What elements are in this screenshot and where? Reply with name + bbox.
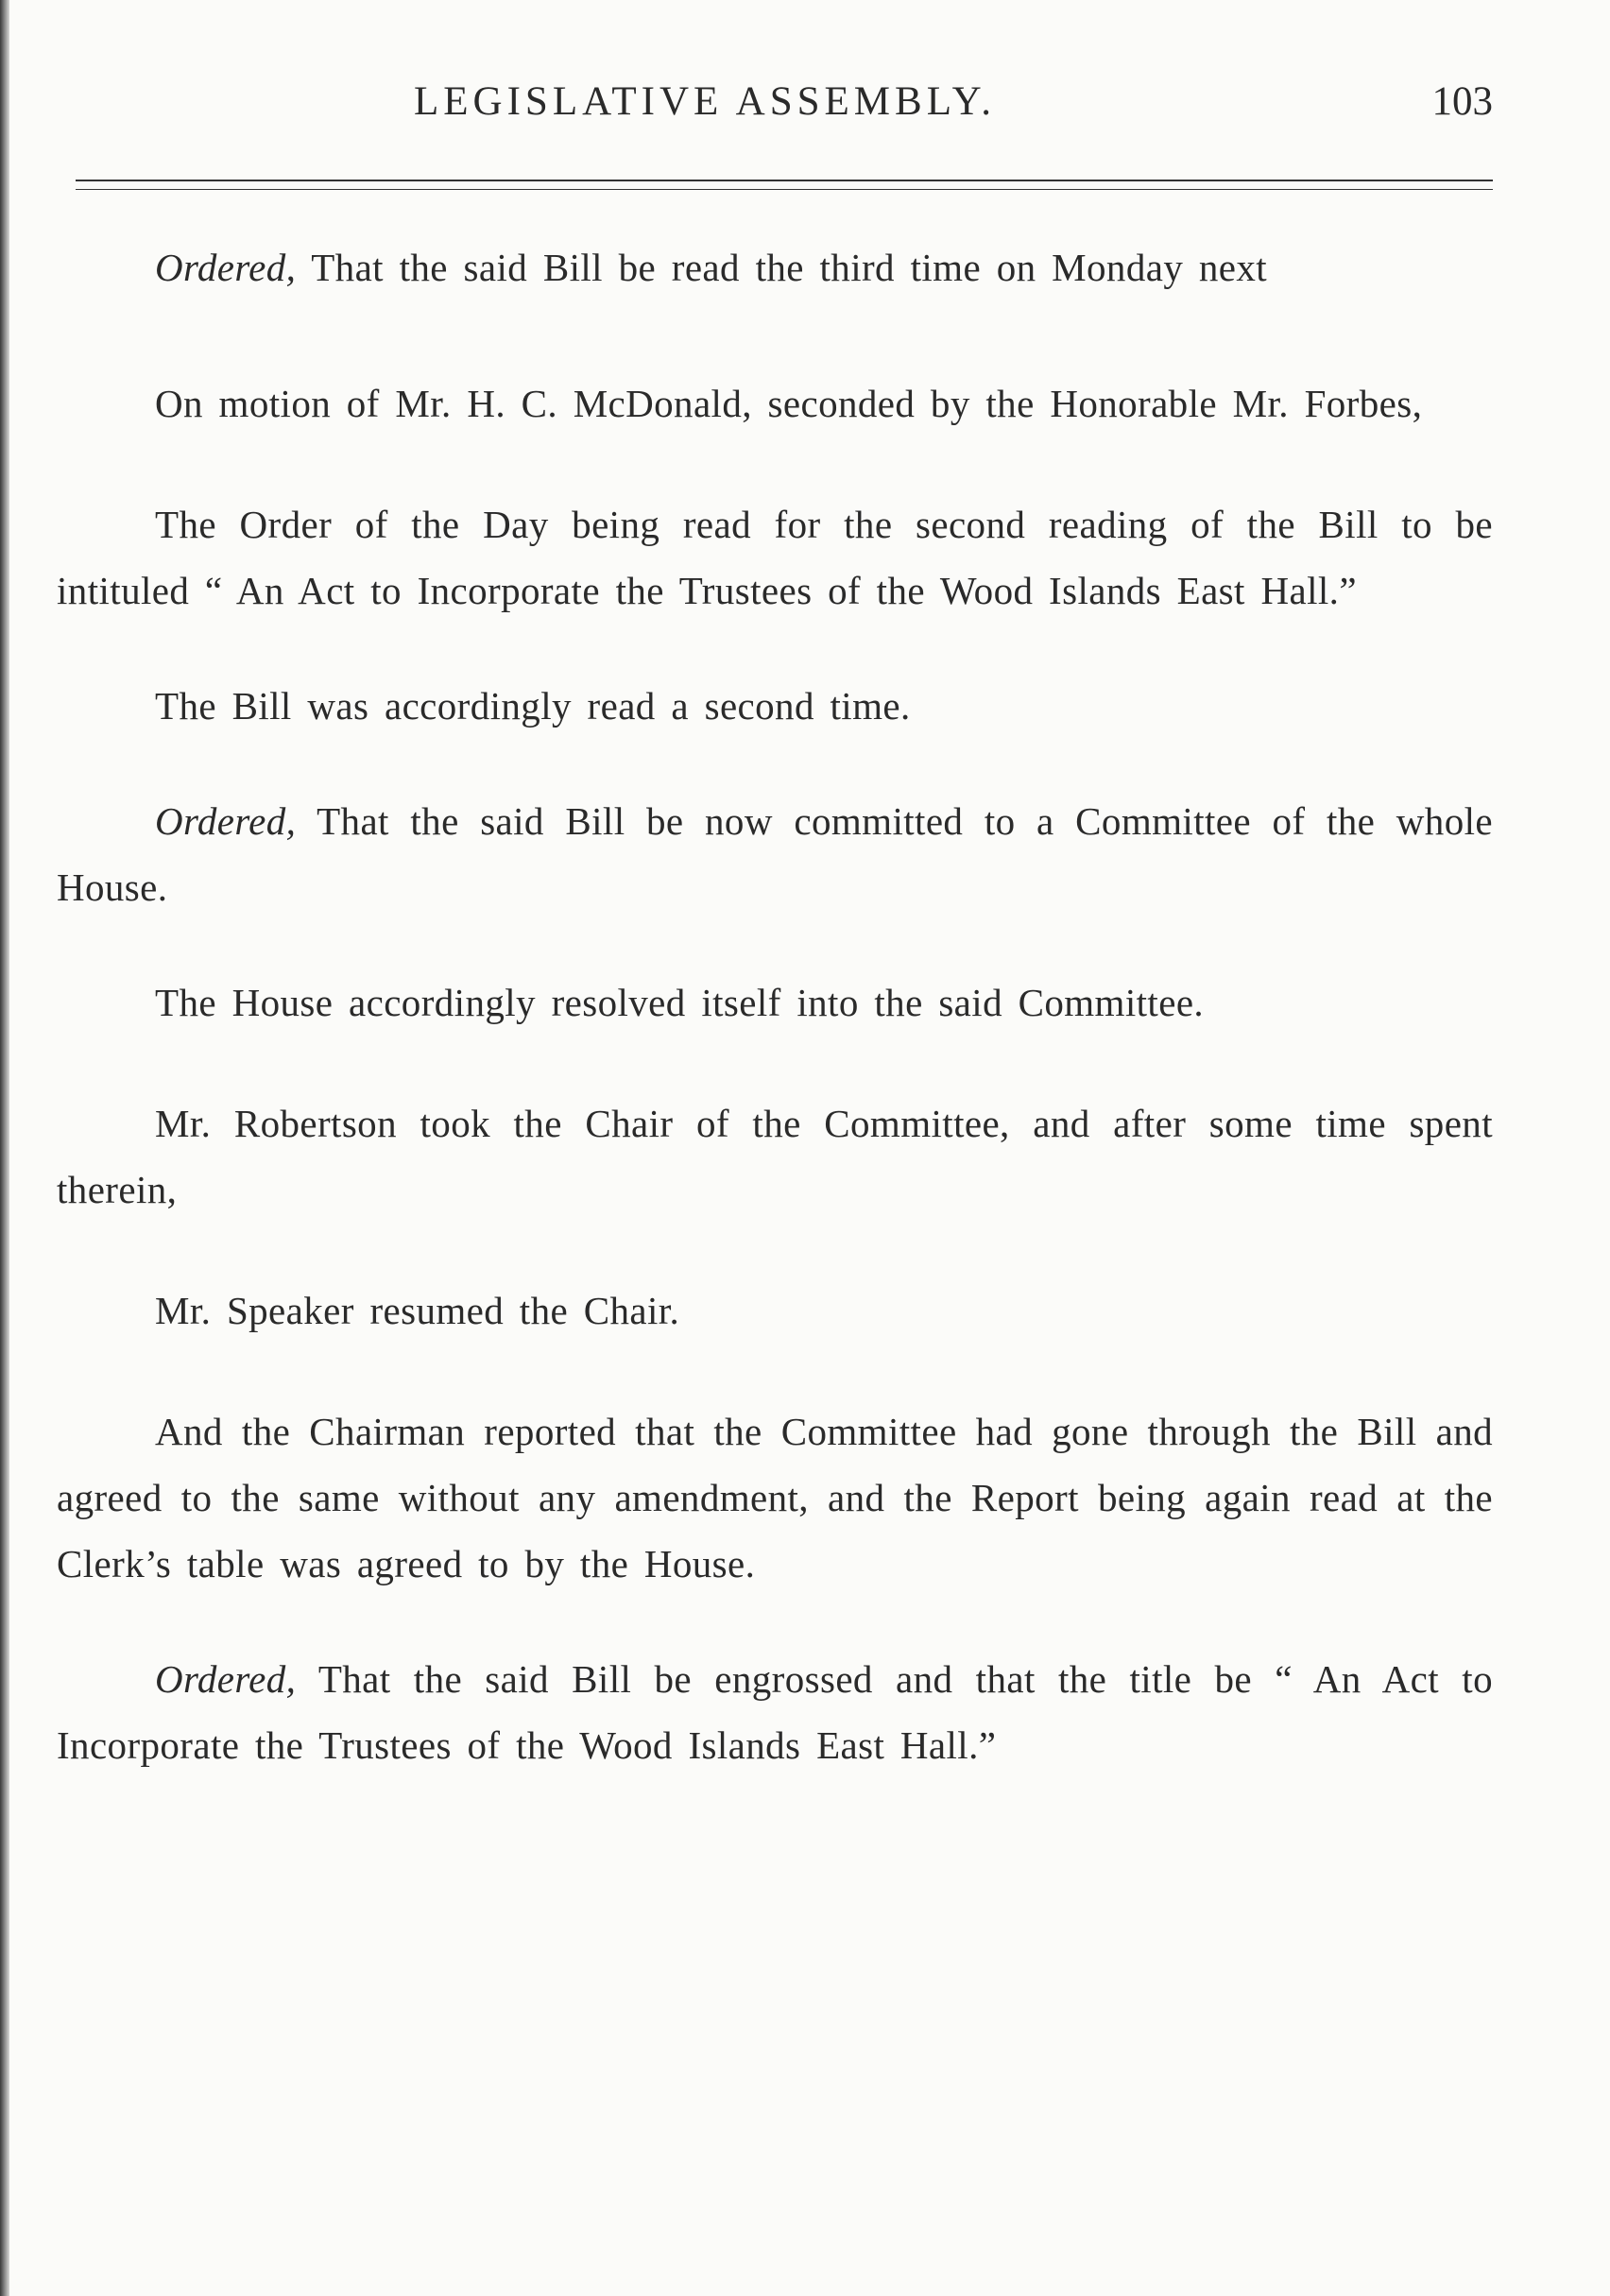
paragraph-lead: Ordered, [155, 1657, 297, 1701]
paragraph-ordered-third-reading [57, 234, 1493, 300]
running-title: LEGISLATIVE ASSEMBLY. [414, 79, 996, 124]
paragraph-text: That the said Bill be engrossed and that the title be “ An Act to Incorporate the Trustees of the Wood Islands East Hall.” [57, 1657, 1493, 1767]
paragraph-speaker-resumed [57, 1277, 1493, 1344]
paragraph-order-of-day [57, 491, 1493, 624]
paragraph-house-resolved [57, 969, 1493, 1036]
header-rule-lower [76, 189, 1493, 190]
body-text [57, 234, 1493, 1778]
paragraph-lead: Ordered, [155, 799, 297, 843]
document-page [57, 0, 1493, 2296]
paragraph-text: That the said Bill be read the third time on Monday next [296, 246, 1268, 289]
paragraph-text: Mr. Speaker resumed the Chair. [155, 1289, 680, 1332]
paragraph-second-reading [57, 673, 1493, 739]
paragraph-robertson-chair [57, 1090, 1493, 1223]
paragraph-text: The House accordingly resolved itself into the said Committee. [155, 981, 1205, 1024]
page-number: 103 [1431, 79, 1493, 124]
paragraph-ordered-committed [57, 788, 1493, 920]
paragraph-text: Mr. Robertson took the Chair of the Committee, and after some time spent therein, [57, 1102, 1493, 1211]
paragraph-text: And the Chairman reported that the Committee had gone through the Bill and agreed to the same without any amendment, and the Report being again read at the Clerk’s table was agreed to by the House. [57, 1410, 1493, 1585]
page-binding-edge [0, 0, 9, 2296]
paragraph-lead: Ordered, [155, 246, 297, 289]
paragraph-text: The Bill was accordingly read a second time. [155, 684, 911, 728]
paragraph-text: On motion of Mr. H. C. McDonald, seconded by the Honorable Mr. Forbes, [155, 382, 1423, 425]
paragraph-motion [57, 370, 1493, 437]
running-header [57, 74, 1493, 130]
paragraph-text: The Order of the Day being read for the second reading of the Bill to be intituled “ An Act to Incorporate the Trustees of the Wood Islands East Hall.” [57, 503, 1493, 612]
paragraph-text: That the said Bill be now committed to a Committee of the whole House. [57, 799, 1493, 909]
paragraph-ordered-engrossed [57, 1646, 1493, 1778]
header-rule-upper [76, 180, 1493, 181]
paragraph-chairman-report [57, 1398, 1493, 1597]
